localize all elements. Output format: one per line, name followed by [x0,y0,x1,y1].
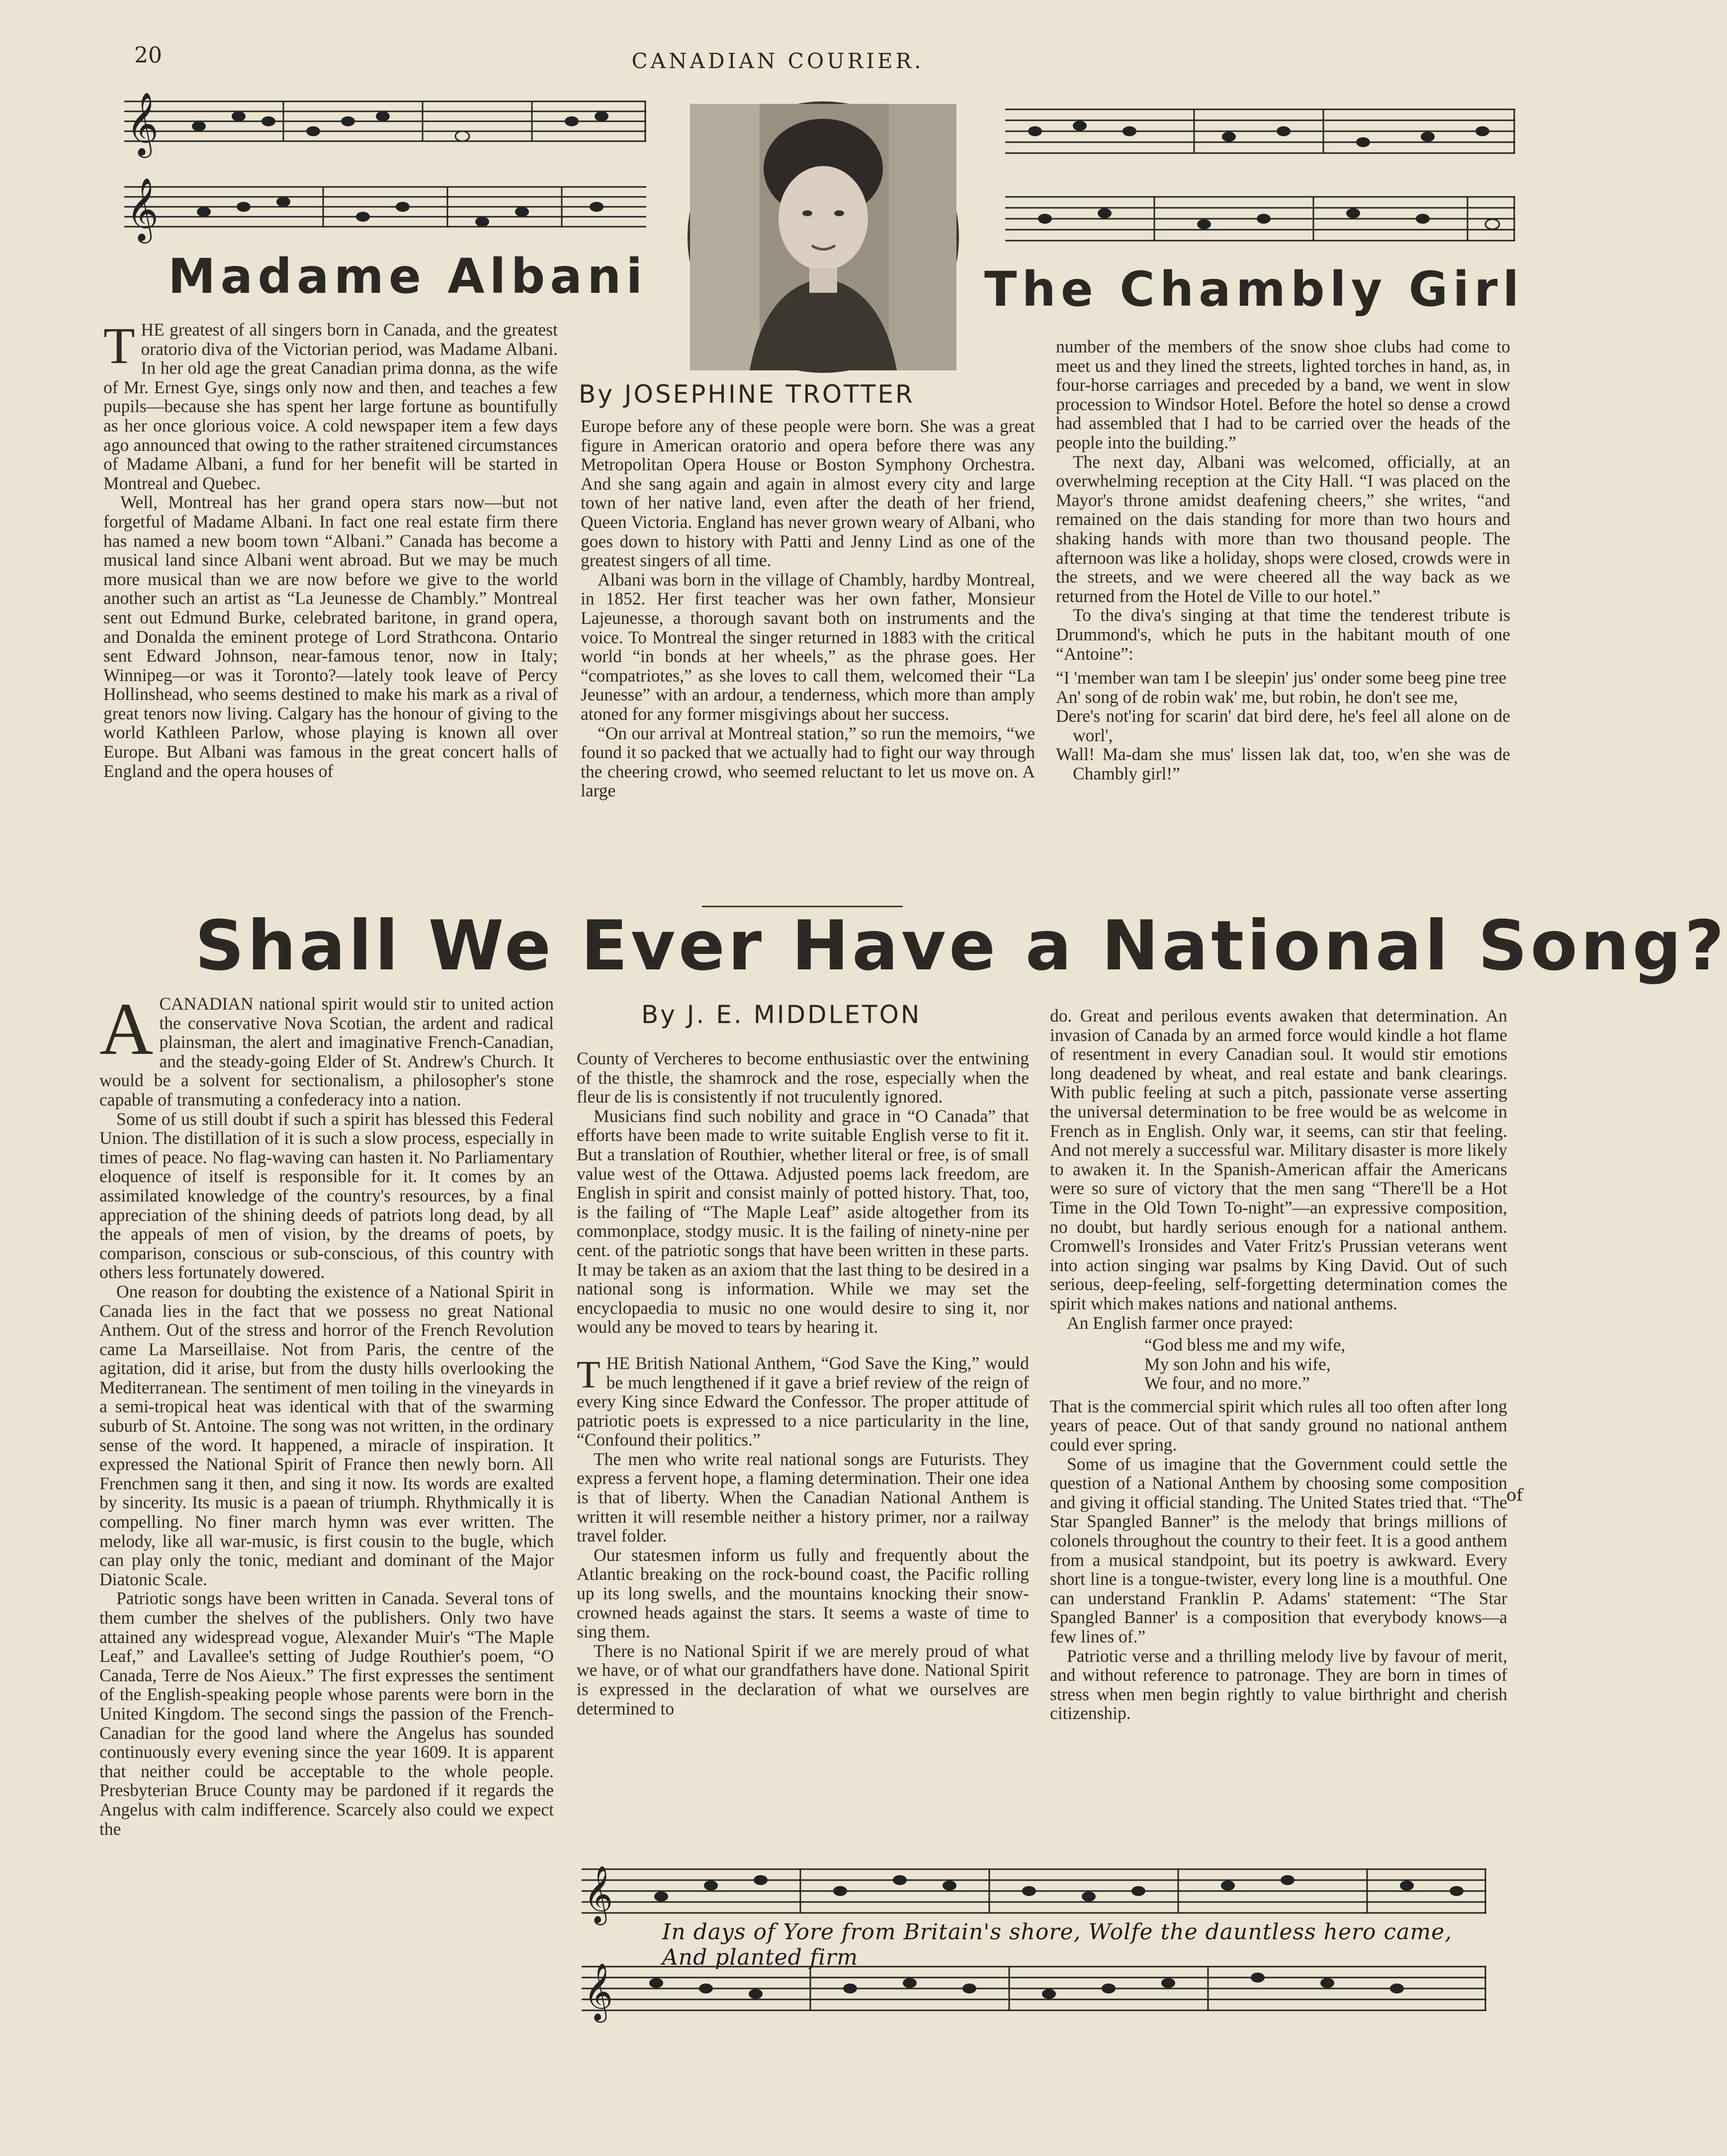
svg-text:𝄞: 𝄞 [126,177,159,241]
article2-column-1 [99,988,554,1839]
paragraph: An English farmer once prayed: [1067,1312,1294,1333]
dropcap: T [577,1352,601,1396]
page-number: 20 [134,43,162,68]
verse-line: Dere's not'ing for scarin' dat bird dere, he's feel all alone on de worl', [1056,706,1510,745]
verse-line: “God bless me and my wife, [1144,1335,1346,1355]
prayer-verse [1144,1335,1507,1393]
paragraph: CANADIAN national spirit would stir to united action the conservative Nova Scotian, the ardent and radical plainsman, the alert and imaginative French-Canadian, and the steady-going Elder of St. Andrew's Church. It would be a solvent for sectionalism, a philosopher's stone capable of transmuting a confederacy into a nation. [99,994,554,1110]
portrait-photo [688,101,959,373]
svg-text:𝄞: 𝄞 [584,1962,613,2020]
article-byline: By JOSEPHINE TROTTER [579,380,915,409]
verse-line: We four, and no more.” [1144,1373,1310,1393]
paragraph: The next day, Albani was welcomed, officially, at an overwhelming reception at the City Hall. “I was placed on the Mayor's throne amidst deafening cheers,” she writes, “and remained on the dais standing for more than two hours and shaking hands with more than two thousand people. The afternoon was like a holiday, shops were closed, crowds were in the streets, and we were cheered all the way back as we returned from the Hotel de Ville to our hotel.” [1056,451,1510,606]
paragraph: HE British National Anthem, “God Save the King,” would be much lengthened if it gave a brief review of the reign of every King since Edward the Confessor. The proper attitude of patriotic poets is expressed to a nice particularity in the line, “Confound their politics.” [577,1353,1029,1450]
article2-byline: By J. E. MIDDLETON [641,1000,922,1029]
article1-column-3 [1056,337,1510,790]
paragraph: Some of us still doubt if such a spirit has blessed this Federal Union. The distillation of it is such a slow process, especially in times of peace. No flag-waving can hasten it. No Parliamentary eloquence of itself is responsible for it. It comes by an assimilated knowledge of the country's resources, by a final appreciation of the shining deeds of patriots long dead, by all the appeals of men of vision, by the dreams of poets, by comparison, conscious or sub-conscious, of this country with others less fortunately dowered. [99,1109,554,1283]
article1-column-2 [581,417,1035,800]
paragraph: number of the members of the snow shoe clubs had come to meet us and they lined the streets, lighted torches in hand, as, in four-horse carriages and preceded by a band, we went in slow procession to Windsor Hotel. Before the hotel so dense a crowd had assembled that I had to be carried over the heads of the people into the building.” [1056,337,1510,452]
portrait-illustration [690,104,956,370]
verse-line: My son John and his wife, [1144,1354,1331,1374]
margin-note: of [1506,1485,1523,1505]
svg-text:𝄞: 𝄞 [584,1865,613,1923]
paragraph: Our statesmen inform us fully and frequently about the Atlantic breaking on the rock-bound coast, the Pacific rolling up its long swells, and the mountains knocking their snow-crowned heads against the stars. It seems a waste of time to sing them. [577,1545,1029,1642]
paragraph: Patriotic verse and a thrilling melody live by favour of merit, and without reference to patronage. They are born in times of stress when men begin rightly to value birthright and cherish citizenship. [1050,1645,1507,1724]
paragraph: Musicians find such nobility and grace in “O Canada” that efforts have been made to write suitable English verse to fit it. But a translation of Routhier, whether literal or free, is of small value west of the Ottawa. Adjusted poems lack freedom, are English in spirit and consist mainly of potted history. That, too, is the failing of “The Maple Leaf” aside altogether from its commonplace, stodgy music. It is the failing of ninety-nine per cent. of the patriotic songs that have been written in these parts. It may be taken as an axiom that the last thing to be desired in a national song is information. While we may set the encyclopaedia to music no one would desire to sing it, nor would any be moved to tears by hearing it. [577,1106,1029,1337]
paragraph: Albani was born in the village of Chambly, hardby Montreal, in 1852. Her first teacher was her own father, Monsieur Lajeunesse, a thorough savant both on instruments and the voice. To Montreal the singer returned in 1883 with the critical world “in bonds at her wheels,” as the phrase goes. Her “compatriotes,” as she loves to call them, welcomed their “La Jeunesse” with an ardour, a tenderness, which more than amply atoned for any former misgivings about her success. [581,569,1035,724]
article-title-right: The Chambly Girl [984,261,1524,317]
paragraph: Some of us imagine that the Government could settle the question of a National Anthem by choosing some composition and giving it official standing. The United States tried that. “The Star Spangled Banner” is the melody that brings millions of colonels throughout the country to their feet. It is a good anthem from a musical standpoint, but its poetry is awkward. Every short line is a tongue-twister, every long line is a mouthful. One can understand Franklin P. Adams' statement: “The Star Spangled Banner' is a composition that everybody knows—a few lines of.” [1050,1454,1507,1646]
paragraph: County of Vercheres to become enthusiastic over the entwining of the thistle, the shamrock and the rose, especially when the fleur de lis is consistently if not truculently ignored. [577,1048,1029,1107]
paragraph: Patriotic songs have been written in Canada. Several tons of them cumber the shelves of the publishers. Only two have attained any widespread vogue, Alexander Muir's “The Maple Leaf,” and Lavallee's setting of Judge Routhier's poem, “O Canada, Terre de Nos Aieux.” The first expresses the sentiment of the English-speaking people whose parents were born in the United Kingdom. The second sings the passion of the French-Canadian for the good land where the Angelus has sounded continuously every evening since the year 1609. It is apparent that neither could be acceptable to the whole people. Presbyterian Bruce County may be pardoned if it regards the Angelus with calm indifference. Scarcely also could we expect the [99,1588,554,1839]
svg-text:𝄞: 𝄞 [126,91,159,155]
music-staff-top-left-1 [124,86,646,155]
article1-column-1 [103,317,558,781]
music-staff-top-right-2 [1005,187,1515,252]
verse-line: “I 'member wan tam I be sleepin' jus' onder some beeg pine tree [1056,668,1507,688]
music-staff-bottom-2 [582,1957,1486,2021]
verse-line: An' song of de robin wak' me, but robin, he don't see me, [1056,687,1458,707]
paragraph: There is no National Spirit if we are merely proud of what we have, or of what our grandfathers have done. National Spirit is expressed in the declaration of what we ourselves are determined to [577,1640,1029,1719]
dropcap: T [103,317,135,374]
article2-column-3 [1050,1006,1507,1723]
article2-title: Shall We Ever Have a National Song? [195,906,1727,986]
verse-line: Wall! Ma-dam she mus' lissen lak dat, too, w'en she was de Chambly girl!” [1056,744,1510,784]
paragraph: “On our arrival at Montreal station,” so run the memoirs, “we found it so packed that we actually had to fight our way through the cheering crowd, who seemed reluctant to let us move on. A large [581,723,1035,801]
music-staff-bottom-1 [582,1859,1486,1924]
paragraph: Europe before any of these people were born. She was a great figure in American oratorio and opera before there was any Metropolitan Opera House or Boston Symphony Orchestra. And she sang again and again in almost every city and large town of her native land, even after the death of her friend, Queen Victoria. England has never grown weary of Albani, who goes down to history with Patti and Jenny Lind as one of the greatest singers of all time. [581,416,1035,571]
music-staff-top-left-2 [124,172,646,241]
paragraph: That is the commercial spirit which rules all too often after long years of peace. Out of that sandy ground no national anthem could ever spring. [1050,1396,1507,1455]
article2-column-2 [577,1049,1029,1718]
dropcap: A [99,988,154,1070]
paragraph: Well, Montreal has her grand opera stars now—but not forgetful of Madame Albani. In fact one real estate firm there has named a new boom town “Albani.” Canada has become a musical land since Albani went abroad. But we may be much more musical than we are now before we give to the world another such an artist as “La Jeunesse de Chambly.” Montreal sent out Edmund Burke, celebrated baritone, in grand opera, and Donalda the eminent protege of Lord Strathcona. Ontario sent Edward Johnson, near-famous tenor, now in Italy; Winnipeg—or was it Toronto?—lately took leave of Percy Hollinshead, who seems destined to make his mark as a rival of great tenors now living. Calgary has the honour of giving to the world Kathleen Parlow, whose playing is known all over Europe. But Albani was famous in the great concert halls of England and the opera houses of [103,492,558,781]
paragraph: The men who write real national songs are Futurists. They express a fervent hope, a flaming determination. Their one idea is that of liberty. When the Canadian National Anthem is written it will resemble neither a history primer, nor a railway travel folder. [577,1449,1029,1546]
paragraph: do. Great and perilous events awaken that determination. An invasion of Canada by an armed force would kindle a hot flame of resentment in every Canadian soul. It would stir emotions long deadened by wheat, and real estate and bank clearings. With public feeling at such a pitch, passionate verse asserting the universal determination to be free would be as welcome in French as in English. Only war, it seems, can stir that feeling. And not merely a successful war. Military disaster is more likely to awaken it. In the Spanish-American affair the Americans were so sure of victory that the men sang “There'll be a Hot Time in the Old Town To-night”—an expressive composition, no doubt, but hardly serious enough for a national anthem. Cromwell's Ironsides and Vater Fritz's Prussian veterans went into action singing war psalms by King David. Out of such serious, deep-feeling, self-forgetting determination comes the spirit which makes nations and national anthems. [1050,1006,1507,1313]
magazine-masthead: CANADIAN COURIER. [631,49,924,73]
paragraph: To the diva's singing at that time the tenderest tribute is Drummond's, which he puts in the habitant mouth of one “Antoine”: [1056,605,1510,664]
article-title-left: Madame Albani [168,249,648,304]
handwritten-lyric: In days of Yore from Britain's shore, Wolfe the dauntless hero came, And planted firm [662,1919,1453,1970]
poem-verse [1056,668,1510,783]
paragraph: One reason for doubting the existence of a National Spirit in Canada lies in the fact that we possess no great National Anthem. Out of the stress and horror of the French Revolution came La Marseillaise. Not from Paris, the centre of the agitation, did it arise, but from the dusty hills overlooking the Mediterranean. The sentiment of men toiling in the vineyards in a semi-tropical heat was identical with that of the swarming suburb of St. Antoine. The song was not written, in the ordinary sense of the word. It happened, a miracle of inspiration. It expressed the National Spirit of France then newly born. All Frenchmen sang it then, and sing it now. Its words are exalted by sincerity. Its music is a paean of triumph. Rhythmically it is compelling. No finer march hymn was ever written. The melody, like all war-music, is first cousin to the bugle, which can play only the tonic, mediant and dominant of the Major Diatonic Scale. [99,1281,554,1589]
paragraph: HE greatest of all singers born in Canada, and the greatest oratorio diva of the Victorian period, was Madame Albani. In her old age the great Canadian prima donna, as the wife of Mr. Ernest Gye, sings only now and then, and teaches a few pupils—because she has spent her large fortune as bountifully as her once glorious voice. A cold newspaper item a few days ago announced that owing to the rather straitened circumstances of Madame Albani, a fund for her benefit will be started in Montreal and Quebec. [103,320,558,493]
music-staff-top-right-1 [1005,99,1515,164]
